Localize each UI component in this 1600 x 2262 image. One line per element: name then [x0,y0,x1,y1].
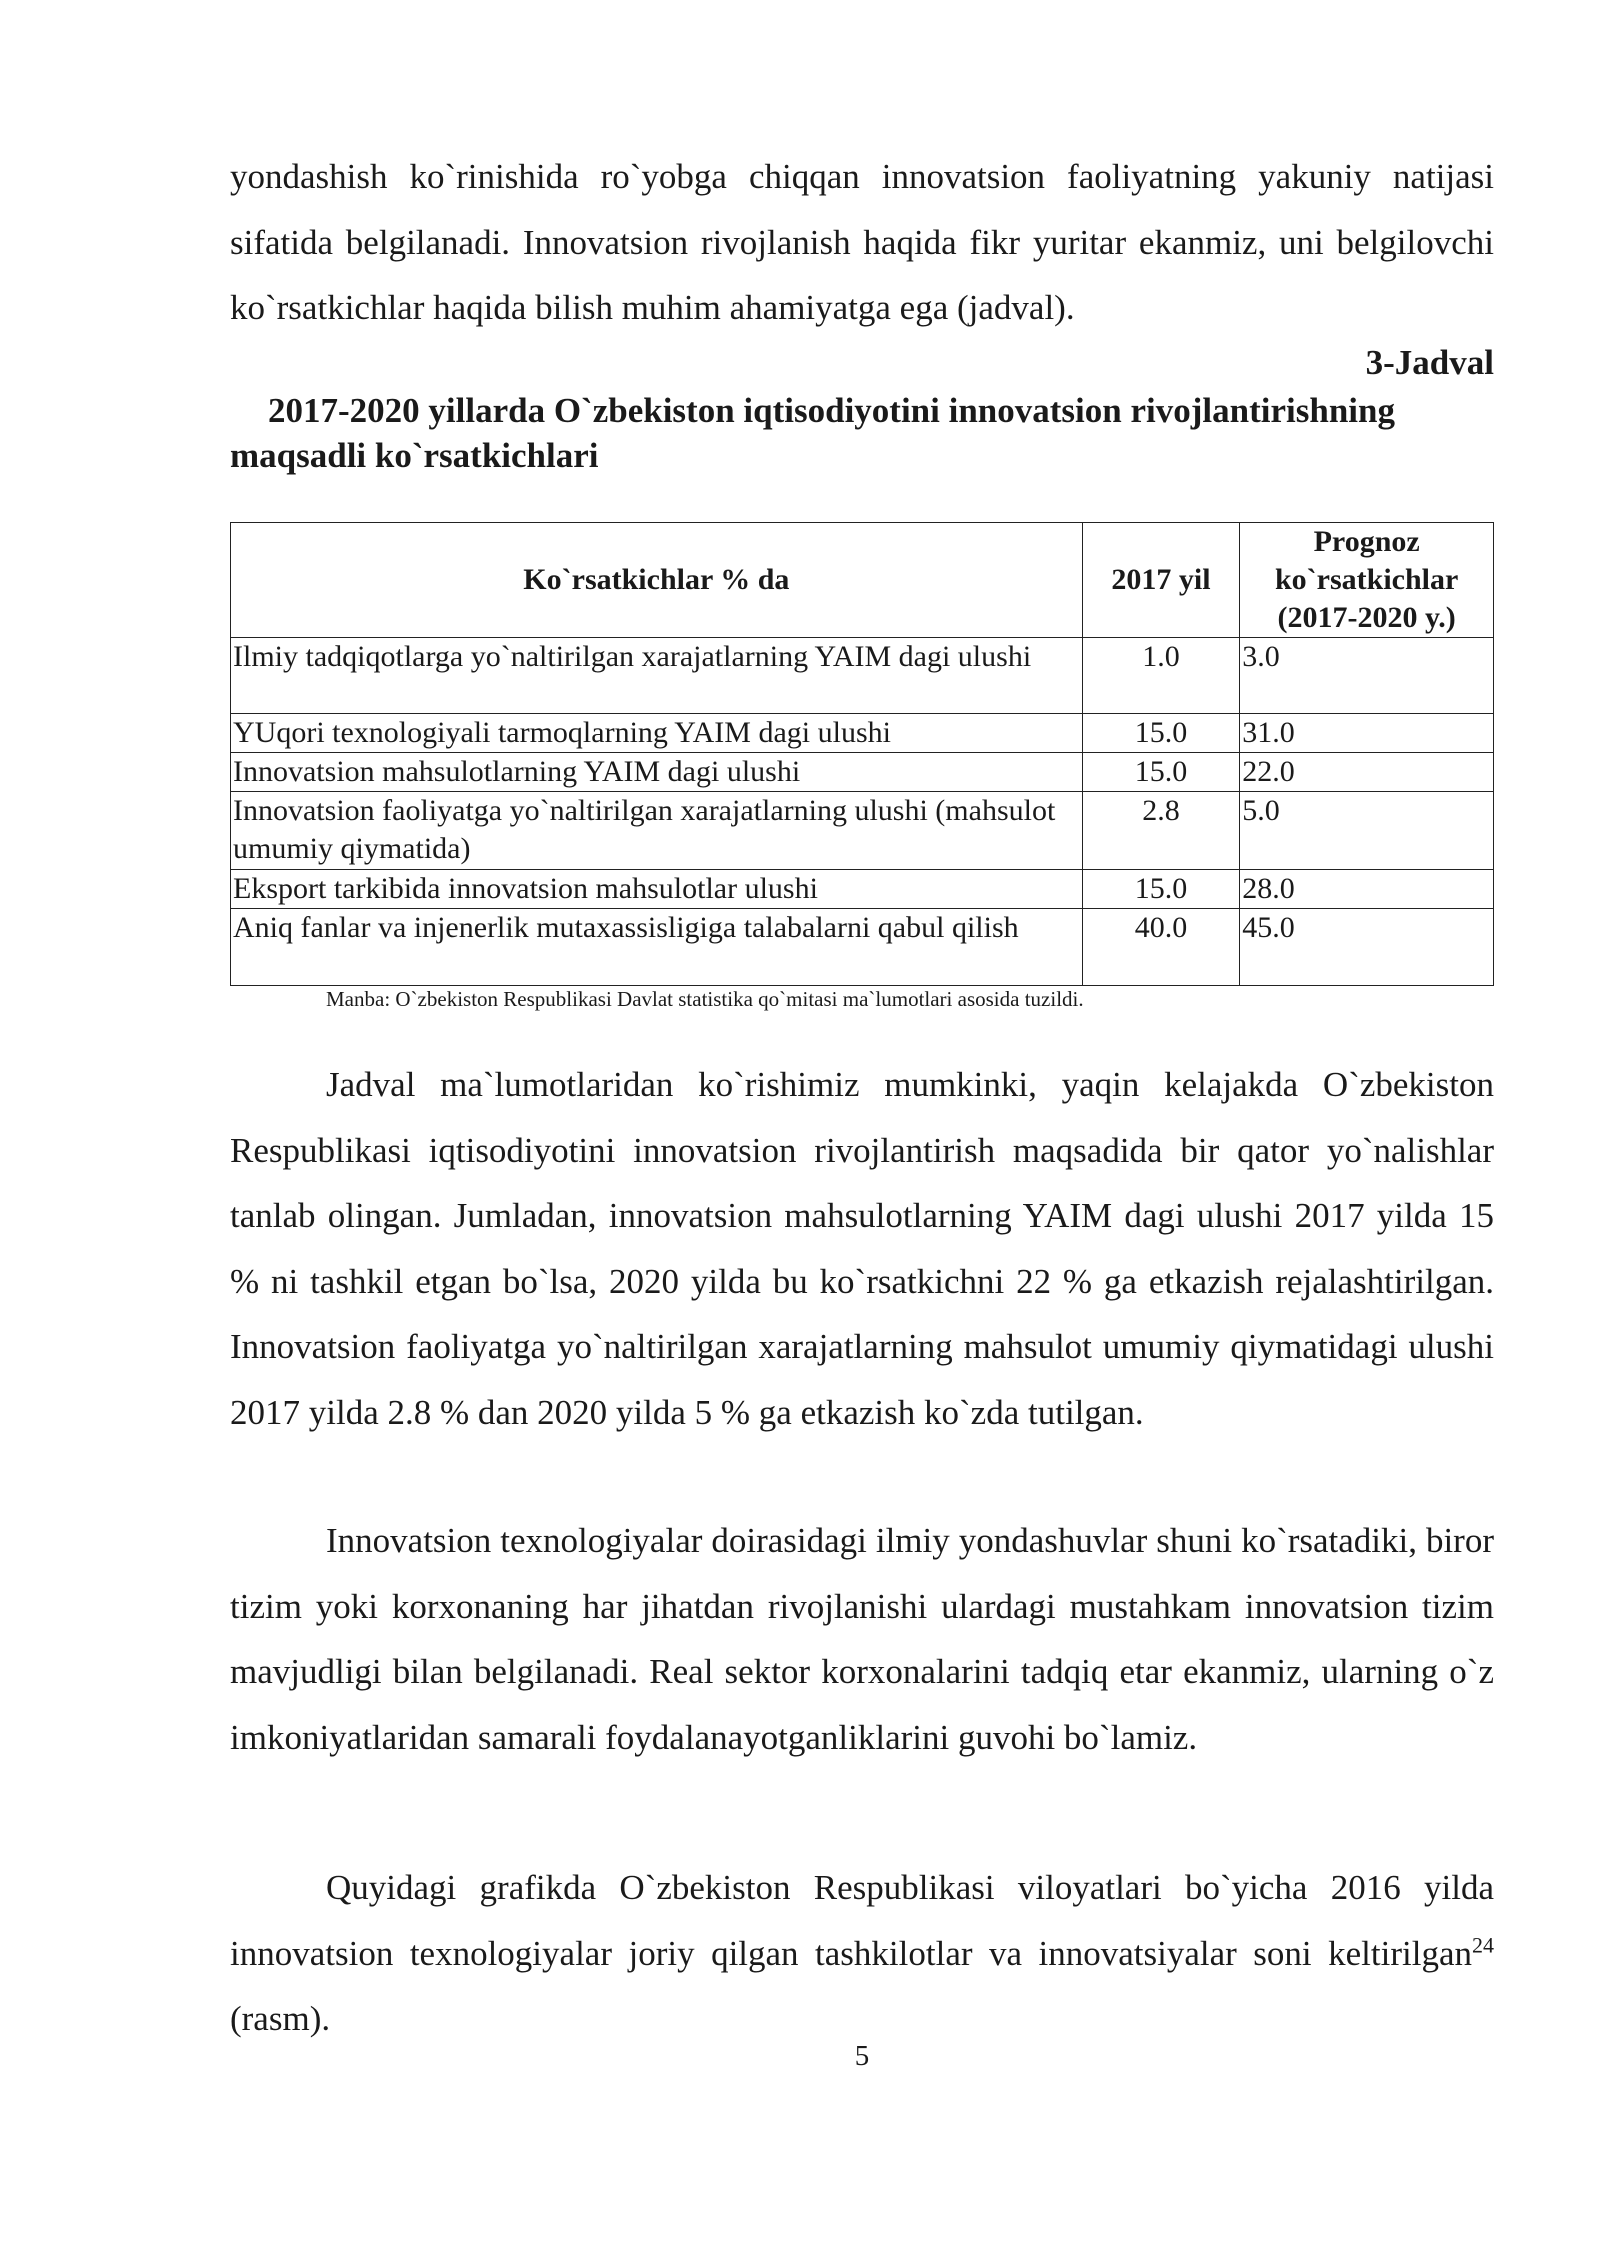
table-source-note: Manba: O`zbekiston Respublikasi Davlat statistika qo`mitasi ma`lumotlari asosida tuzildi. [326,987,1084,1011]
row-indicator: Innovatsion faoliyatga yo`naltirilgan xarajatlarning ulushi (mahsulot umumiy qiymatida) [231,792,1083,870]
row-forecast-value: 3.0 [1240,638,1494,714]
indicators-table [230,522,1494,986]
row-2017-value: 40.0 [1082,909,1240,986]
row-2017-value: 15.0 [1082,870,1240,909]
row-indicator: Ilmiy tadqiqotlarga yo`naltirilgan xarajatlarning YAIM dagi ulushi [231,638,1083,714]
row-indicator: Eksport tarkibida innovatsion mahsulotlar ulushi [231,870,1083,909]
paragraph-intro: yondashish ko`rinishida ro`yobga chiqqan innovatsion faoliyatning yakuniy natijasi sifatida belgilanadi. Innovatsion rivojlanish haqida fikr yuritar ekanmiz, uni belgilovchi ko`rsatkichlar haqida bilish muhim ahamiyatga ega (jadval). [230,157,1494,327]
table-row [231,792,1494,870]
row-2017-value: 15.0 [1082,753,1240,792]
table-row [231,870,1494,909]
row-2017-value: 1.0 [1082,638,1240,714]
document-page [230,0,1494,2262]
table-row [231,638,1494,714]
header-2017: 2017 yil [1082,523,1240,638]
header-indicator: Ko`rsatkichlar % da [231,523,1083,638]
row-forecast-value: 28.0 [1240,870,1494,909]
table-number: 3-Jadval [1365,343,1494,382]
table-header-row [231,523,1494,638]
row-forecast-value: 31.0 [1240,714,1494,753]
row-forecast-value: 45.0 [1240,909,1494,986]
header-forecast: Prognoz ko`rsatkichlar (2017-2020 y.) [1240,523,1494,638]
row-2017-value: 2.8 [1082,792,1240,870]
table-row [231,909,1494,986]
paragraph-chart-intro [230,1855,1494,2052]
row-forecast-value: 22.0 [1240,753,1494,792]
row-indicator: Innovatsion mahsulotlarning YAIM dagi ulushi [231,753,1083,792]
table-row [231,714,1494,753]
paragraph-table-analysis: Jadval ma`lumotlaridan ko`rishimiz mumkinki, yaqin kelajakda O`zbekiston Respublikasi iqtisodiyotini innovatsion rivojlantirish maqsadida bir qator yo`nalishlar tanlab olingan. Jumladan, innovatsion mahsulotlarning YAIM dagi ulushi 2017 yilda 15 % ni tashkil etgan bo`lsa, 2020 yilda bu ko`rsatkichni 22 % ga etkazish rejalashtirilgan. Innovatsion faoliyatga yo`naltirilgan xarajatlarning mahsulot umumiy qiymatidagi ulushi 2017 yilda 2.8 % dan 2020 yilda 5 % ga etkazish ko`zda tutilgan. [230,1065,1494,1432]
row-forecast-value: 5.0 [1240,792,1494,870]
footnote-reference[interactable]: 24 [1472,1931,1494,1957]
table-row [231,753,1494,792]
paragraph-innovation-systems: Innovatsion texnologiyalar doirasidagi ilmiy yondashuvlar shuni ko`rsatadiki, biror tizim yoki korxonaning har jihatdan rivojlanishi ulardagi mustahkam innovatsion tizim mavjudligi bilan belgilanadi. Real sektor korxonalarini tadqiq etar ekanmiz, ularning o`z imkoniyatlaridan samarali foydalanayotganliklarini guvohi bo`lamiz. [230,1521,1494,1757]
chart-intro-tail: (rasm). [230,1999,331,2038]
chart-intro-text: Quyidagi grafikda O`zbekiston Respublikasi viloyatlari bo`yicha 2016 yilda innovatsion texnologiyalar joriy qilgan tashkilotlar va innovatsiyalar soni keltirilgan [230,1868,1494,1973]
table-title: 2017-2020 yillarda O`zbekiston iqtisodiyotini innovatsion rivojlantirishning maqsadli ko`rsatkichlari [230,391,1395,475]
row-indicator: Aniq fanlar va injenerlik mutaxassisligiga talabalarni qabul qilish [231,909,1083,986]
row-2017-value: 15.0 [1082,714,1240,753]
row-indicator: YUqori texnologiyali tarmoqlarning YAIM dagi ulushi [231,714,1083,753]
page-number: 5 [854,2040,870,2072]
